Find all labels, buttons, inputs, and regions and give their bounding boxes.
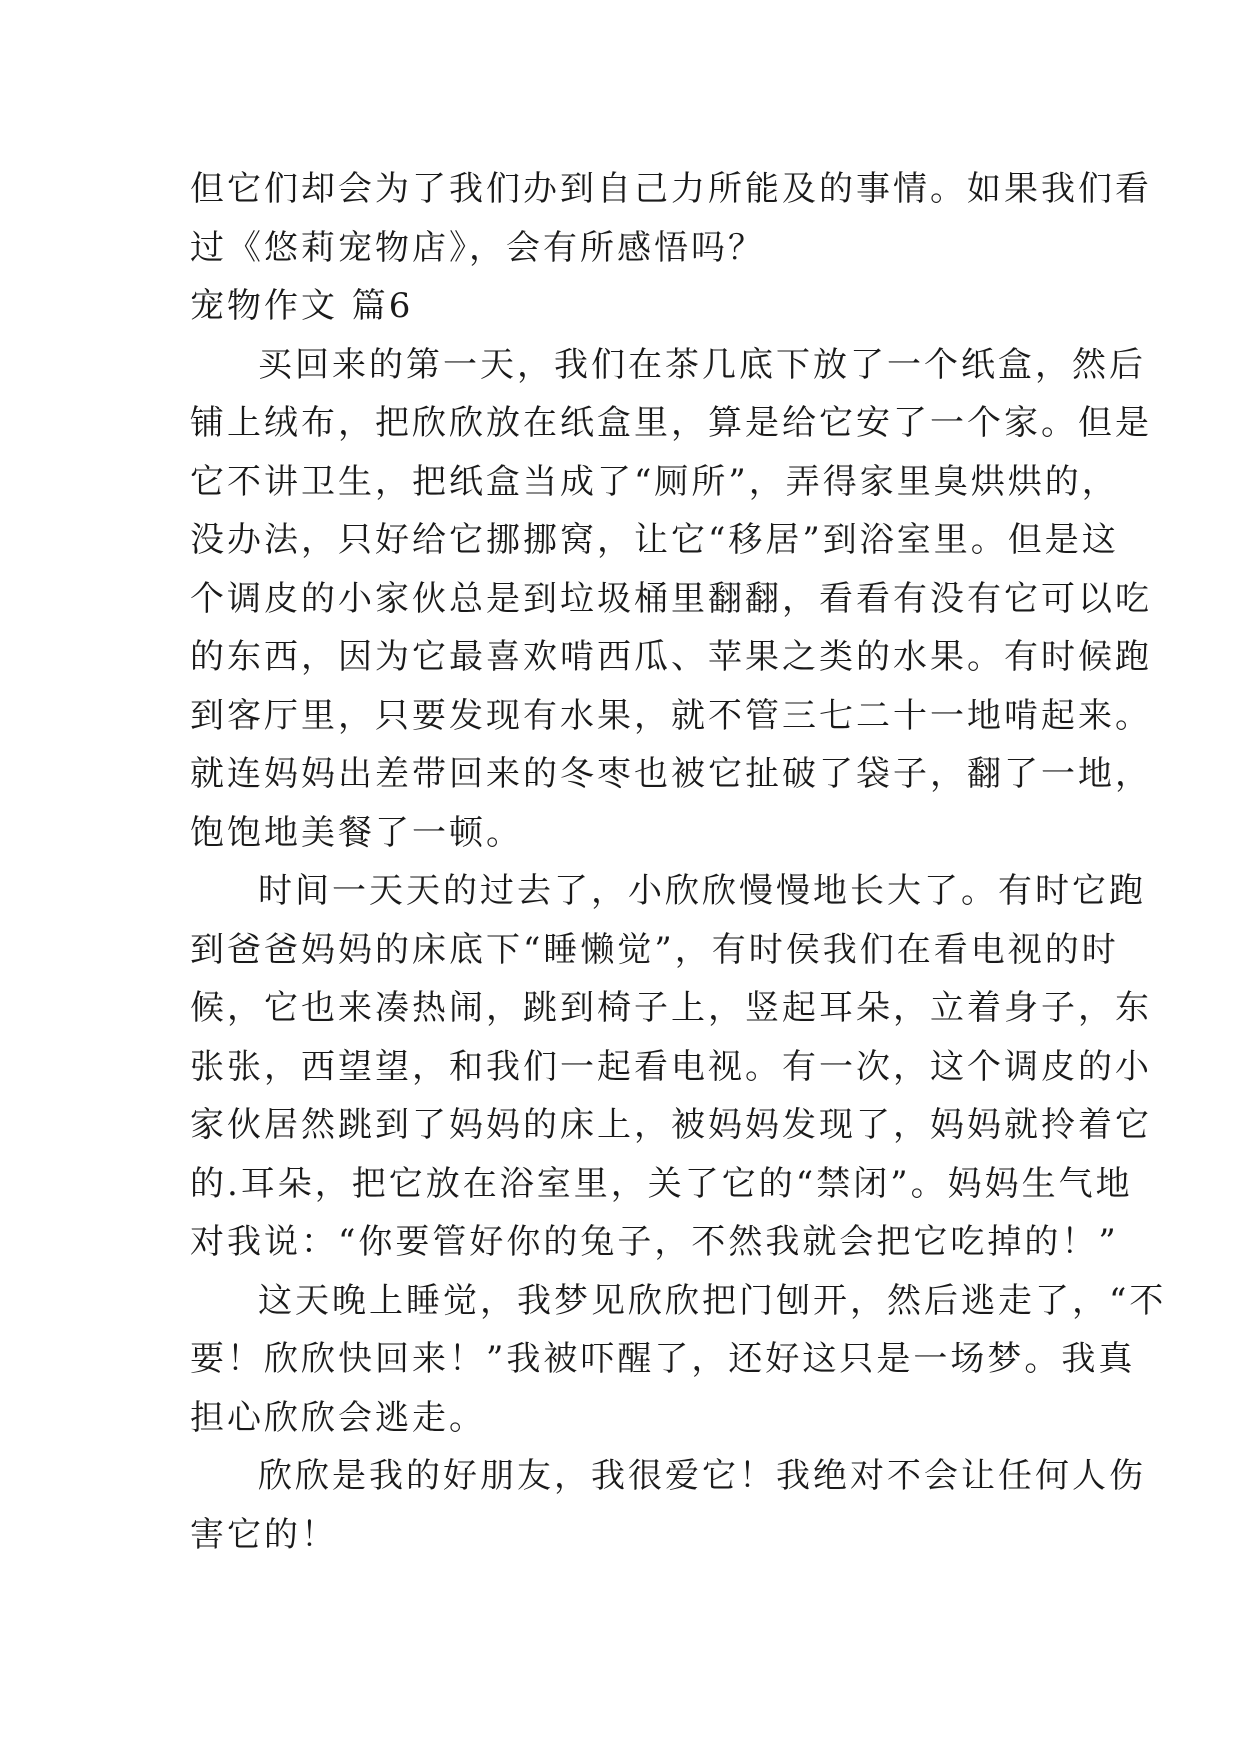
text-line: 但它们却会为了我们办到自己力所能及的事情。如果我们看 bbox=[190, 169, 1152, 209]
text-line: 的.耳朵，把它放在浴室里，关了它的“禁闭”。妈妈生气地 bbox=[190, 1163, 1133, 1204]
text-line: 到爸爸妈妈的床底下“睡懒觉”，有时侯我们在看电视的时 bbox=[190, 929, 1119, 970]
text-line: 担心欣欣会逃走。 bbox=[190, 1397, 486, 1438]
text-line: 过《悠莉宠物店》，会有所感悟吗？ bbox=[190, 227, 765, 268]
paragraph-first-line: 时间一天天的过去了，小欣欣慢慢地长大了。有时它跑 bbox=[258, 871, 1146, 911]
document-body bbox=[190, 160, 1167, 1564]
text-line: 要！欣欣快回来！”我被吓醒了，还好这只是一场梦。我真 bbox=[190, 1339, 1136, 1379]
text-line: 害它的！ bbox=[190, 1514, 338, 1555]
text-line: 到客厅里，只要发现有水果，就不管三七二十一地啃起来。 bbox=[190, 695, 1152, 736]
text-line: 就连妈妈出差带回来的冬枣也被它扯破了袋子，翻了一地， bbox=[190, 754, 1152, 794]
text-line: 铺上绒布，把欣欣放在纸盒里，算是给它安了一个家。但是 bbox=[190, 403, 1152, 443]
text-line: 没办法，只好给它挪挪窝，让它“移居”到浴室里。但是这 bbox=[190, 520, 1119, 560]
section-heading: 宠物作文 篇6 bbox=[190, 286, 414, 326]
paragraph-first-line: 买回来的第一天，我们在茶几底下放了一个纸盒，然后 bbox=[258, 344, 1146, 385]
text-line: 饱饱地美餐了一顿。 bbox=[190, 812, 523, 853]
text-line: 个调皮的小家伙总是到垃圾桶里翻翻，看看有没有它可以吃 bbox=[190, 578, 1152, 619]
text-line: 对我说：“你要管好你的兔子，不然我就会把它吃掉的！” bbox=[190, 1222, 1119, 1262]
text-line: 候，它也来凑热闹，跳到椅子上，竖起耳朵，立着身子，东 bbox=[190, 988, 1152, 1028]
text-line: 它不讲卫生，把纸盒当成了“厕所”，弄得家里臭烘烘的， bbox=[190, 461, 1119, 502]
text-line: 的东西，因为它最喜欢啃西瓜、苹果之类的水果。有时候跑 bbox=[190, 637, 1152, 677]
paragraph-first-line: 欣欣是我的好朋友，我很爱它！我绝对不会让任何人伤 bbox=[258, 1456, 1146, 1496]
paragraph-first-line: 这天晚上睡觉，我梦见欣欣把门刨开，然后逃走了，“不 bbox=[258, 1280, 1167, 1321]
text-line: 家伙居然跳到了妈妈的床上，被妈妈发现了，妈妈就拎着它 bbox=[190, 1105, 1152, 1145]
text-line: 张张，西望望，和我们一起看电视。有一次，这个调皮的小 bbox=[190, 1046, 1152, 1087]
